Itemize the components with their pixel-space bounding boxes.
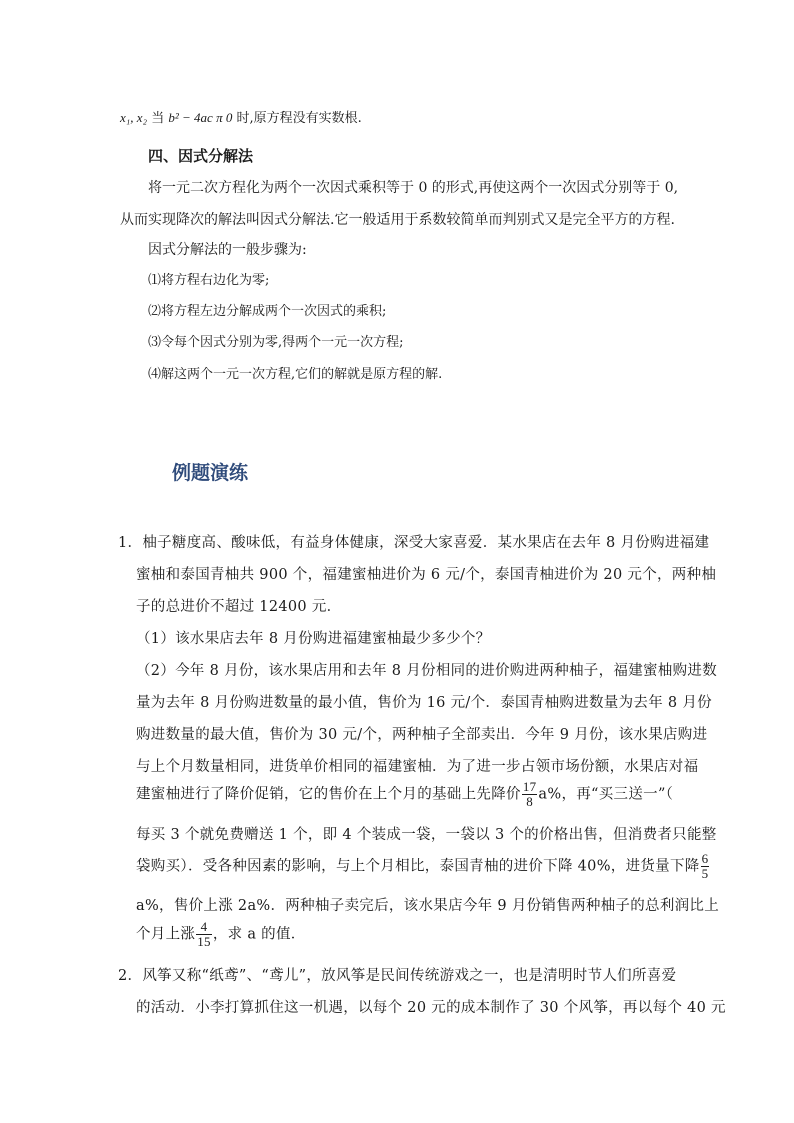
q2-line2: 的活动．小李打算抓住这一机遇，以每个 20 元的成本制作了 30 个风筝，再以每个 40 元 (136, 1000, 726, 1016)
q1-line9-text: 个月上涨 (136, 926, 196, 943)
q1-part2-line9 (136, 920, 306, 949)
section4-para-line1: 将一元二次方程化为两个一次因式乘积等于 0 的形式,再使这两个一次因式分别等于 0, (148, 180, 679, 196)
q1-part2-line6: 每买 3 个就免费赠送 1 个，即 4 个装成一袋，一袋以 3 个的价格出售，但消费者只能整 (136, 827, 717, 843)
q1-part2-line1: （2）今年 8 月份，该水果店用和去年 8 月份相同的进价购进两种柚子，福建蜜柚购进数 (136, 663, 718, 679)
section4-para-line2: 从而实现降次的解法叫因式分解法.它一般适用于系数较简单而判别式又是完全平方的方程. (120, 212, 675, 228)
section4-heading: 四、因式分解法 (148, 147, 254, 165)
intro-line (120, 110, 362, 127)
fraction-numerator: 6 (701, 851, 709, 866)
q1-part2-line8: a%，售价上涨 2a%．两种柚子卖完后，该水果店今年 9 月份销售两种柚子的总利润比上 (136, 898, 720, 914)
q1-line3: 子的总进价不超过 12400 元． (136, 599, 342, 615)
q2-line1: 2．风筝又称“纸鸢”、“鸢儿”，放风筝是民间传统游戏之一，也是清明时节人们所喜爱 (118, 968, 677, 984)
step-1: ⑴将方程右边化为零; (148, 273, 270, 288)
fraction-6-5 (701, 852, 710, 881)
q1-line5-tail: a%，再“买三送一”（ (538, 786, 674, 803)
roots-vars: x₁, x₂ (120, 110, 148, 125)
fraction-denominator: 5 (701, 866, 709, 881)
fraction-denominator: 15 (197, 934, 211, 949)
discriminant: b² − 4ac π 0 (168, 110, 233, 125)
q1-part2-line5 (136, 780, 673, 809)
q1-part2-line2: 量为去年 8 月份购进数量的最小值，售价为 16 元/个．泰国青柚购进数量为去年 8 月份 (136, 695, 712, 711)
q1-part2-line4: 与上个月数量相同，进货单价相同的福建蜜柚．为了进一步占领市场份额，水果店对福 (136, 759, 699, 775)
fraction-numerator: 4 (196, 920, 212, 935)
fraction-17-8 (522, 780, 538, 809)
q1-line7-text: 袋购买）．受各种因素的影响，与上个月相比，泰国青柚的进价下降 40%，进货量下降 (136, 858, 700, 875)
examples-title: 例题演练 (172, 462, 249, 484)
q1-line9-tail: ，求 a 的值． (212, 926, 306, 943)
fraction-numerator: 17 (522, 779, 537, 794)
q1-line1: 1．柚子糖度高、酸味低，有益身体健康，深受大家喜爱．某水果店在去年 8 月份购进福建 (118, 535, 710, 551)
q1-part1: （1）该水果店去年 8 月份购进福建蜜柚最少多少个？ (136, 631, 491, 647)
q1-part2-line7 (136, 852, 710, 881)
when-word: 当 (151, 111, 165, 126)
q1-line2: 蜜柚和泰国青柚共 900 个，福建蜜柚进价为 6 元/个，泰国青柚进价为 20 元个，两种柚 (136, 567, 717, 583)
step-2: ⑵将方程左边分解成两个一次因式的乘积; (148, 304, 387, 319)
steps-intro: 因式分解法的一般步骤为: (148, 242, 307, 258)
step-3: ⑶令每个因式分别为零,得两个一元一次方程; (148, 335, 404, 350)
step-4: ⑷解这两个一元一次方程,它们的解就是原方程的解. (148, 367, 443, 382)
intro-tail: 时,原方程没有实数根. (236, 111, 362, 126)
fraction-denominator: 8 (526, 794, 534, 809)
q1-part2-line3: 购进数量的最大值，售价为 30 元/个，两种柚子全部卖出．今年 9 月份，该水果店购进 (136, 727, 708, 743)
fraction-4-15 (196, 920, 212, 949)
q1-line5-text: 建蜜柚进行了降价促销，它的售价在上个月的基础上先降价 (136, 786, 521, 803)
